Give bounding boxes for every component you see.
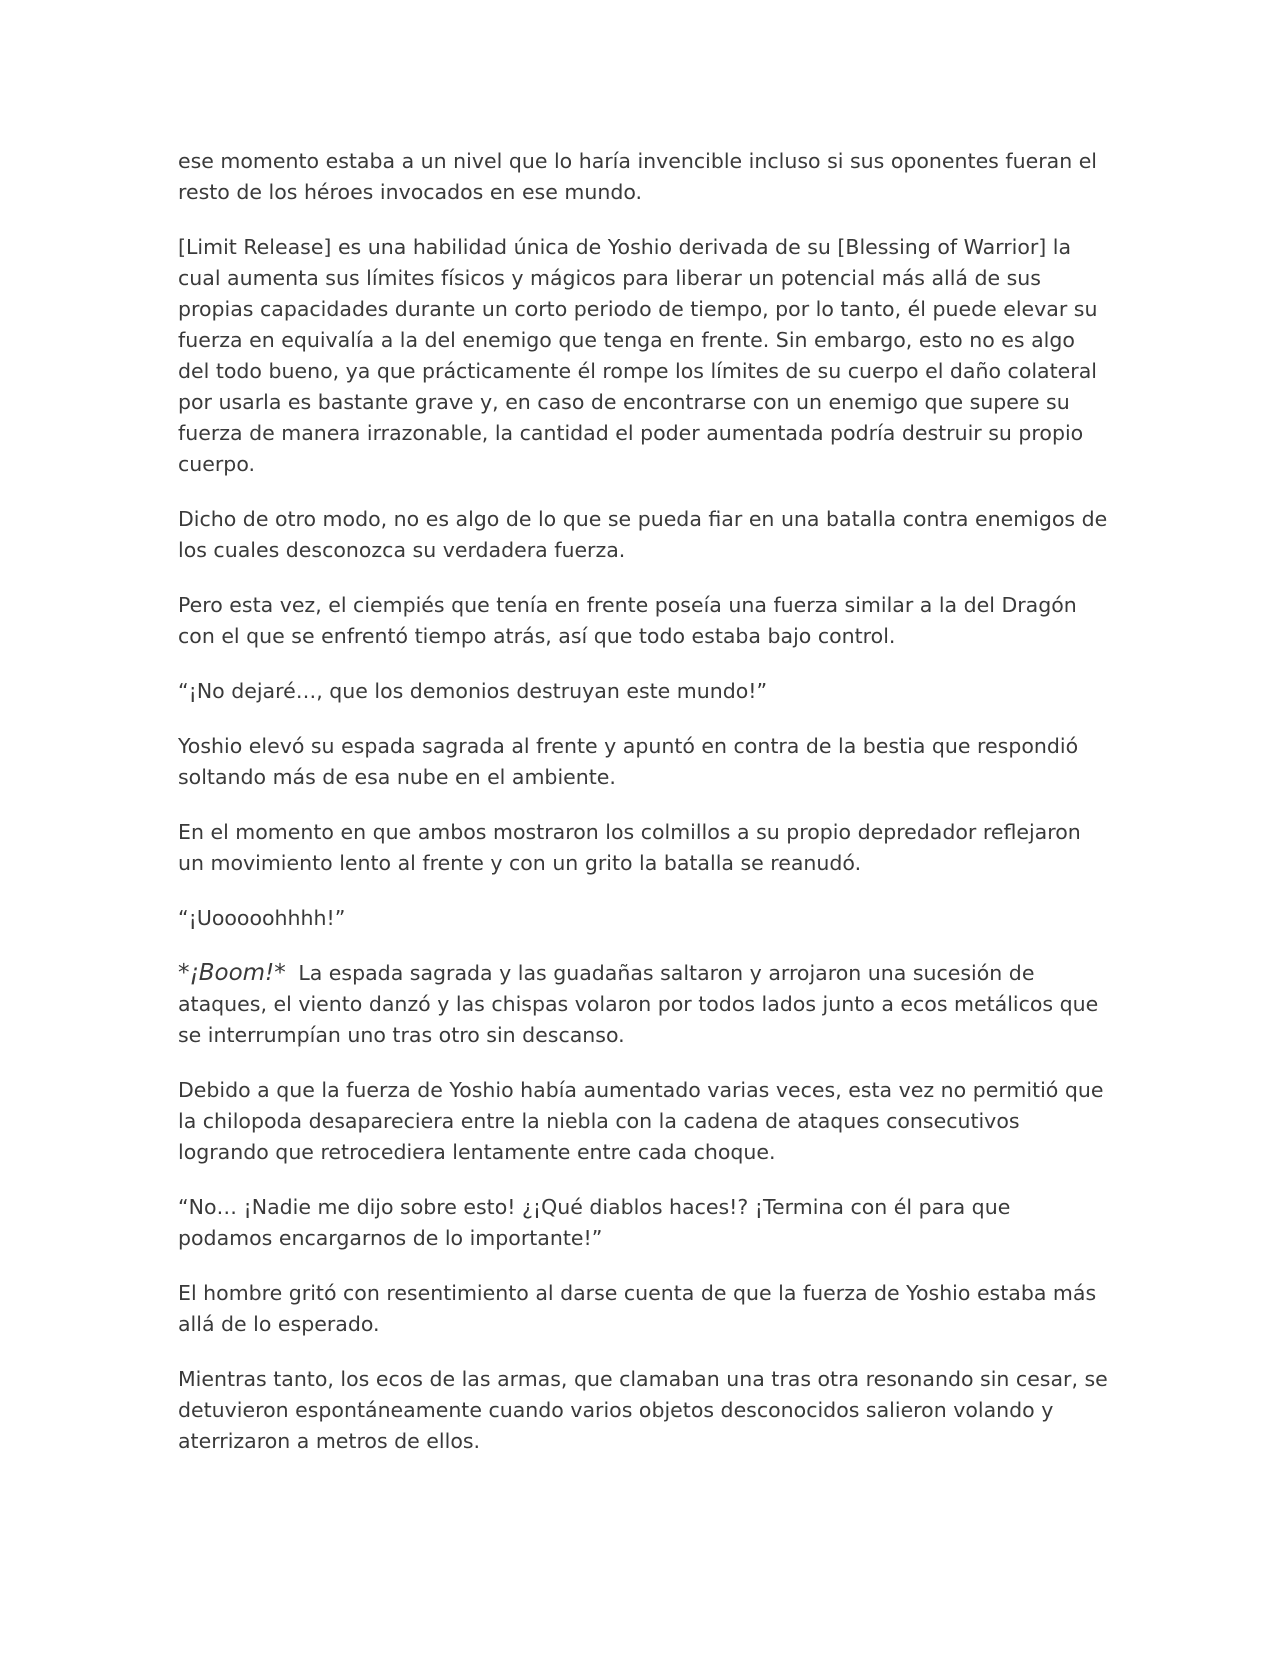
sfx-paragraph	[178, 958, 1108, 1051]
document-body	[178, 146, 1108, 1481]
paragraph-3: Dicho de otro modo, no es algo de lo que se pueda fiar en una batalla contra enemigos de los cuales desconozca su verdadera fuerza.	[178, 507, 1108, 562]
paragraph-2: [Limit Release] es una habilidad única de Yoshio derivada de su [Blessing of Warrior] la cual aumenta sus límites físicos y mágicos para liberar un potencial más allá de sus propias capacidades durante un corto periodo de tiempo, por lo tanto, él puede elevar su fuerza en equivalía a la del enemigo que tenga en frente. Sin embargo, esto no es algo del todo bueno, ya que prácticamente él rompe los límites de su cuerpo el daño colateral por usarla es bastante grave y, en caso de encontrarse con un enemigo que supere su fuerza de manera irrazonable, la cantidad el poder aumentada podría destruir su propio cuerpo.	[178, 235, 1098, 476]
paragraph-9: Mientras tanto, los ecos de las armas, que clamaban una tras otra resonando sin cesar, se detuvieron espontáneamente cuando varios objetos desconocidos salieron volando y aterrizaron a metros de ellos.	[178, 1367, 1108, 1453]
paragraph-4: Pero esta vez, el ciempiés que tenía en frente poseía una fuerza similar a la del Dragón con el que se enfrentó tiempo atrás, así que todo estaba bajo control.	[178, 593, 1077, 648]
dialogue-3: “No… ¡Nadie me dijo sobre esto! ¿¡Qué diablos haces!? ¡Termina con él para que podamos encargarnos de lo importante!”	[178, 1195, 1011, 1250]
paragraph-1: ese momento estaba a un nivel que lo haría invencible incluso si sus oponentes fueran el resto de los héroes invocados en ese mundo.	[178, 149, 1098, 204]
dialogue-2: “¡Uooooohhhh!”	[178, 906, 346, 930]
paragraph-6: En el momento en que ambos mostraron los colmillos a su propio depredador reflejaron un movimiento lento al frente y con un grito la batalla se reanudó.	[178, 820, 1081, 875]
paragraph-8: El hombre gritó con resentimiento al darse cuenta de que la fuerza de Yoshio estaba más allá de lo esperado.	[178, 1281, 1097, 1336]
sfx-paragraph-text: La espada sagrada y las guadañas saltaron y arrojaron una sucesión de ataques, el viento danzó y las chispas volaron por todos lados junto a ecos metálicos que se interrumpían uno tras otro sin descanso.	[178, 961, 1099, 1047]
dialogue-1: “¡No dejaré…, que los demonios destruyan este mundo!”	[178, 679, 768, 703]
paragraph-7: Debido a que la fuerza de Yoshio había aumentado varias veces, esta vez no permitió que la chilopoda desapareciera entre la niebla con la cadena de ataques consecutivos logrando que retrocediera lentamente entre cada choque.	[178, 1078, 1104, 1164]
sound-effect: *¡Boom!*	[178, 960, 286, 986]
paragraph-5: Yoshio elevó su espada sagrada al frente y apuntó en contra de la bestia que respondió soltando más de esa nube en el ambiente.	[178, 734, 1079, 789]
